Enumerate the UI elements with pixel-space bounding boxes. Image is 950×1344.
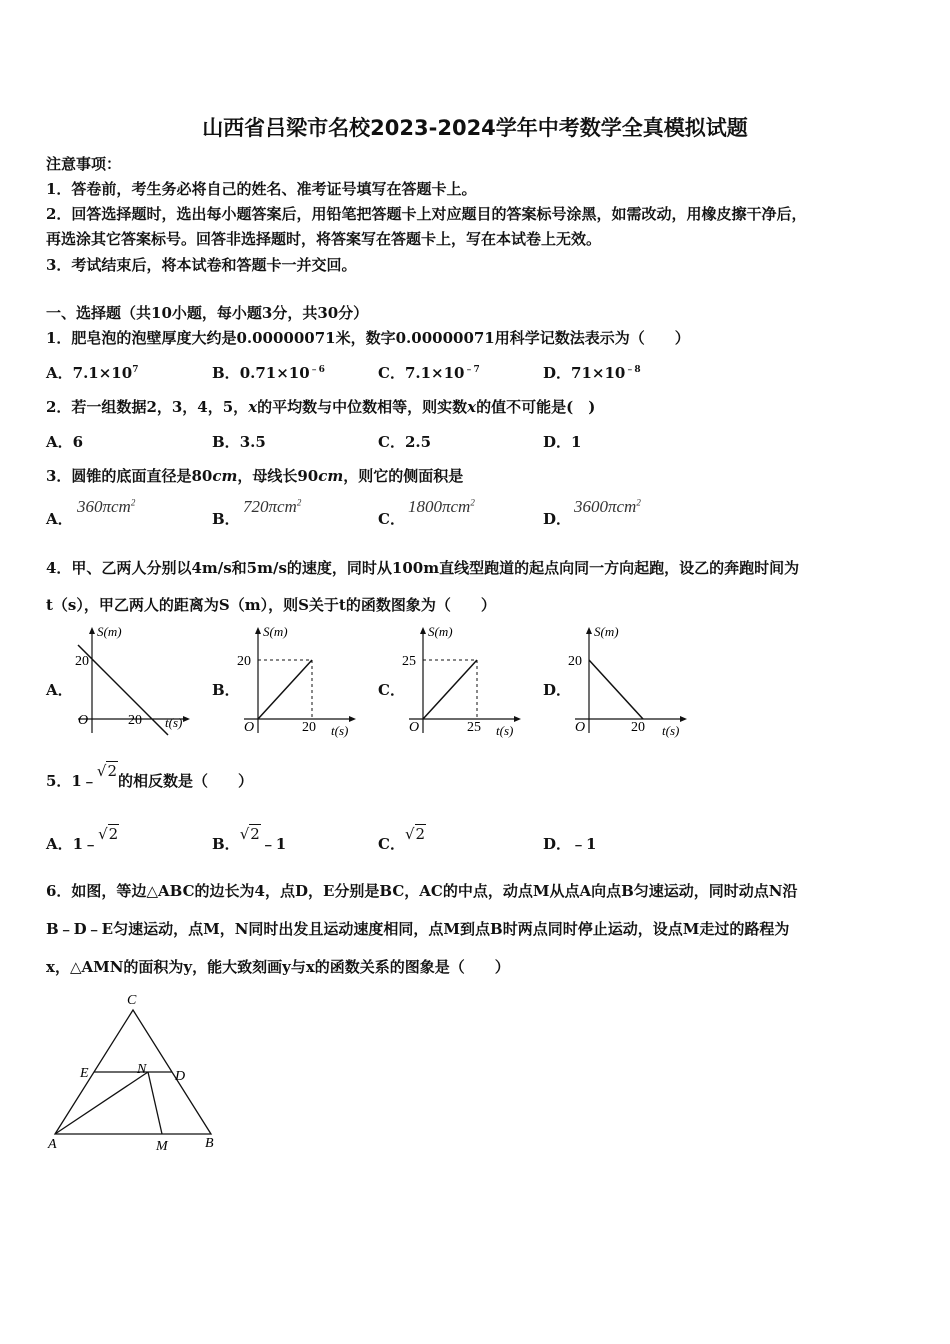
question-1-option-d[interactable]: D．$71\times 10^{﹣8}$ bbox=[543, 364, 641, 382]
y-axis-label: S(m) bbox=[594, 624, 619, 639]
y-tick-label: 20 bbox=[237, 654, 251, 669]
question-3-option-d-label[interactable]: D． bbox=[543, 510, 572, 528]
origin-label: O bbox=[244, 720, 255, 735]
x-axis-label: t(s) bbox=[662, 723, 680, 738]
question-3-option-d-value: 3600πcm$^2$ bbox=[574, 497, 641, 516]
point-n-label: N bbox=[137, 1062, 147, 1077]
question-4-option-c-graph[interactable] bbox=[401, 623, 526, 741]
y-tick-label: 20 bbox=[568, 654, 582, 669]
question-4-option-d-label[interactable]: D． bbox=[543, 681, 572, 699]
x-tick-label: 25 bbox=[467, 720, 481, 735]
question-1-option-c[interactable]: C．$7.1\times 10^{﹣7}$ bbox=[378, 364, 480, 382]
page-title: 山西省吕梁市名校2023-2024学年中考数学全真模拟试题 bbox=[202, 116, 748, 140]
question-5-option-b[interactable]: B．√2﹣1 bbox=[212, 825, 287, 853]
notes-item: 2．回答选择题时，选出每小题答案后，用铅笔把答题卡上对应题目的答案标号涂黑，如需改动，用橡皮擦干净后， bbox=[46, 205, 807, 223]
notes-heading: 注意事项： bbox=[46, 155, 122, 173]
vertex-a-label: A bbox=[48, 1137, 57, 1152]
question-4-option-c-label[interactable]: C． bbox=[378, 681, 405, 699]
question-3-option-c-value: 1800πcm$^2$ bbox=[408, 497, 475, 516]
question-4-option-a-graph[interactable] bbox=[70, 623, 195, 741]
question-3-option-a-value: 360πcm$^2$ bbox=[77, 497, 136, 516]
question-6-figure bbox=[40, 988, 230, 1158]
y-tick-label: 20 bbox=[75, 654, 89, 669]
question-6-stem-line1: 6．如图，等边△ABC的边长为4，点D，E分别是BC，AC的中点，动点M从点A向点B匀速运动，同时动点N沿 bbox=[46, 882, 798, 900]
x-axis-label: t(s) bbox=[165, 715, 183, 730]
question-5-option-a[interactable]: A．1﹣√2 bbox=[46, 825, 119, 853]
x-tick-label: 20 bbox=[128, 713, 142, 728]
vertex-c-label: C bbox=[127, 993, 137, 1008]
question-6-stem-line2: B﹣D﹣E匀速运动，点M，N同时出发且运动速度相同，点M到点B时两点同时停止运动，设点M走过的路程为 bbox=[46, 920, 790, 938]
point-m-label: M bbox=[156, 1139, 168, 1154]
question-5-stem: 5．1﹣√2的相反数是（ ） bbox=[46, 762, 253, 790]
question-2-option-b[interactable]: B．3.5 bbox=[212, 433, 266, 451]
x-tick-label: 20 bbox=[631, 720, 645, 735]
question-5-option-c[interactable]: C．√2 bbox=[378, 825, 426, 853]
question-4-option-d-graph[interactable] bbox=[567, 623, 692, 741]
question-3-stem: 3．圆锥的底面直径是80cm，母线长90cm，则它的侧面积是 bbox=[46, 467, 464, 485]
notes-item: 再选涂其它答案标号。回答非选择题时，将答案写在答题卡上，写在本试卷上无效。 bbox=[46, 230, 602, 248]
point-d-label: D bbox=[175, 1069, 186, 1084]
y-axis-label: S(m) bbox=[263, 624, 288, 639]
point-e-label: E bbox=[80, 1066, 89, 1081]
question-4-option-b-graph[interactable] bbox=[236, 623, 361, 741]
y-axis-label: S(m) bbox=[97, 624, 122, 639]
y-axis-label: S(m) bbox=[428, 624, 453, 639]
question-2-option-a[interactable]: A．6 bbox=[46, 433, 84, 451]
notes-item: 1．答卷前，考生务必将自己的姓名、准考证号填写在答题卡上。 bbox=[46, 180, 477, 198]
vertex-b-label: B bbox=[205, 1136, 214, 1151]
question-4-option-a-label[interactable]: A． bbox=[46, 681, 73, 699]
x-tick-label: 20 bbox=[302, 720, 316, 735]
question-4-stem-line1: 4．甲、乙两人分别以4m/s和5m/s的速度，同时从100m直线型跑道的起点向同一方向起跑，设乙的奔跑时间为 bbox=[46, 559, 800, 577]
origin-label: O bbox=[575, 720, 586, 735]
origin-label: O bbox=[409, 720, 420, 735]
question-2-option-c[interactable]: C．2.5 bbox=[378, 433, 432, 451]
question-3-option-b-value: 720πcm$^2$ bbox=[243, 497, 302, 516]
question-3-option-c-label[interactable]: C． bbox=[378, 510, 405, 528]
question-2-option-d[interactable]: D．1 bbox=[543, 433, 582, 451]
x-axis-label: t(s) bbox=[496, 723, 514, 738]
question-2-stem: 2．若一组数据2，3，4，5，x的平均数与中位数相等，则实数x的值不可能是( ) bbox=[46, 398, 596, 416]
question-3-option-b-label[interactable]: B． bbox=[212, 510, 240, 528]
notes-item: 3．考试结束后，将本试卷和答题卡一并交回。 bbox=[46, 256, 357, 274]
question-1-stem: 1．肥皂泡的泡壁厚度大约是0.00000071米，数字0.00000071用科学记数法表示为（ ） bbox=[46, 329, 690, 347]
y-tick-label: 25 bbox=[402, 654, 416, 669]
question-1-option-b[interactable]: B．$0.71\times 10^{﹣6}$ bbox=[212, 364, 325, 382]
question-4-stem-line2: t（s），甲乙两人的距离为S（m），则S关于t的函数图象为（ ） bbox=[46, 596, 496, 614]
question-4-option-b-label[interactable]: B． bbox=[212, 681, 240, 699]
question-6-stem-line3: x，△AMN的面积为y，能大致刻画y与x的函数关系的图象是（ ） bbox=[46, 958, 510, 976]
question-1-option-a[interactable]: A．$7.1\times 10^7$ bbox=[46, 364, 139, 382]
section-heading: 一、选择题（共10小题，每小题3分，共30分） bbox=[46, 304, 369, 322]
question-5-option-d[interactable]: D．﹣1 bbox=[543, 835, 597, 853]
x-axis-label: t(s) bbox=[331, 723, 349, 738]
origin-label: O bbox=[78, 713, 89, 728]
question-3-option-a-label[interactable]: A． bbox=[46, 510, 73, 528]
